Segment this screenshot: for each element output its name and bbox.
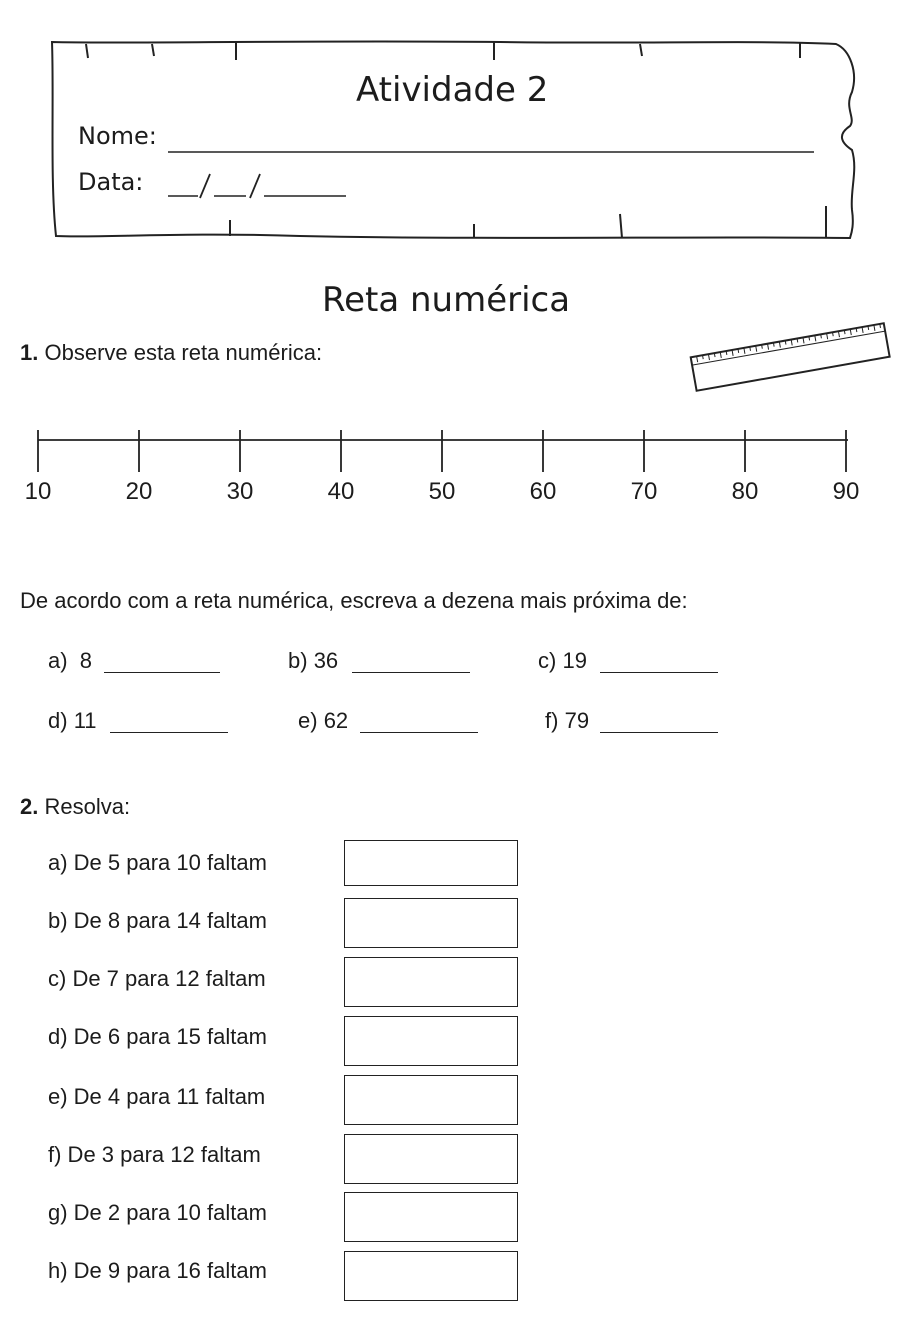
- question-1-prompt: Observe esta reta numérica:: [44, 340, 323, 365]
- item-letter: d): [48, 708, 68, 733]
- answer-box-b[interactable]: [344, 898, 518, 948]
- question-2-heading: [20, 794, 130, 820]
- answer-box-a[interactable]: [344, 840, 518, 886]
- number-line-label: 30: [226, 478, 254, 505]
- q1-item-d: [48, 708, 97, 734]
- number-line-label: 70: [630, 478, 658, 505]
- answer-box-d[interactable]: [344, 1016, 518, 1066]
- date-label: Data:: [78, 168, 144, 196]
- task-d: d) De 6 para 15 faltam: [48, 1024, 267, 1049]
- item-letter: f): [545, 708, 559, 733]
- item-value: 19: [562, 648, 587, 673]
- answer-box-f[interactable]: [344, 1134, 518, 1184]
- number-line-label: 80: [731, 478, 759, 505]
- task-g: g) De 2 para 10 faltam: [48, 1200, 267, 1225]
- answer-line-e[interactable]: [360, 732, 478, 733]
- number-line: [0, 420, 908, 480]
- number-line-label: 20: [125, 478, 153, 505]
- item-value: 62: [323, 708, 349, 733]
- number-line-label: 90: [832, 478, 860, 505]
- answer-line-d[interactable]: [110, 732, 228, 733]
- item-value: 79: [564, 708, 590, 733]
- question-2-prompt: Resolva:: [44, 794, 131, 819]
- name-field[interactable]: [168, 126, 814, 154]
- answer-box-e[interactable]: [344, 1075, 518, 1125]
- q1-item-a: [48, 648, 92, 674]
- answer-line-f[interactable]: [600, 732, 718, 733]
- answer-box-c[interactable]: [344, 957, 518, 1007]
- answer-line-c[interactable]: [600, 672, 718, 673]
- q1-item-e: [298, 708, 348, 734]
- item-letter: c): [538, 648, 557, 673]
- date-field[interactable]: [168, 172, 348, 200]
- item-value: 11: [73, 708, 97, 733]
- question-1-instruction: De acordo com a reta numérica, escreva a dezena mais próxima de:: [20, 588, 688, 613]
- number-line-label: 60: [529, 478, 557, 505]
- task-e: e) De 4 para 11 faltam: [48, 1084, 266, 1109]
- answer-line-a[interactable]: [104, 672, 220, 673]
- activity-title: Atividade 2: [356, 70, 549, 110]
- item-letter: e): [298, 708, 318, 733]
- task-a: a) De 5 para 10 faltam: [48, 850, 267, 875]
- number-line-label: 10: [24, 478, 52, 505]
- item-letter: b): [288, 648, 308, 673]
- task-f: f) De 3 para 12 faltam: [48, 1142, 261, 1167]
- task-h: h) De 9 para 16 faltam: [48, 1258, 267, 1283]
- q1-item-f: [545, 708, 589, 734]
- task-b: b) De 8 para 14 faltam: [48, 908, 267, 933]
- item-letter: a): [48, 648, 68, 673]
- item-value: 36: [313, 648, 339, 673]
- question-1-heading: [20, 340, 322, 366]
- answer-line-b[interactable]: [352, 672, 470, 673]
- number-line-label: 50: [428, 478, 456, 505]
- question-2-number: 2.: [20, 794, 39, 819]
- answer-box-h[interactable]: [344, 1251, 518, 1301]
- task-c: c) De 7 para 12 faltam: [48, 966, 266, 991]
- q1-item-b: [288, 648, 338, 674]
- question-1-number: 1.: [20, 340, 39, 365]
- number-line-label: 40: [327, 478, 355, 505]
- page-title: Reta numérica: [322, 280, 571, 320]
- ruler-icon: [684, 312, 896, 400]
- answer-box-g[interactable]: [344, 1192, 518, 1242]
- item-value: 8: [79, 648, 93, 673]
- name-label: Nome:: [78, 122, 157, 150]
- q1-item-c: [538, 648, 587, 674]
